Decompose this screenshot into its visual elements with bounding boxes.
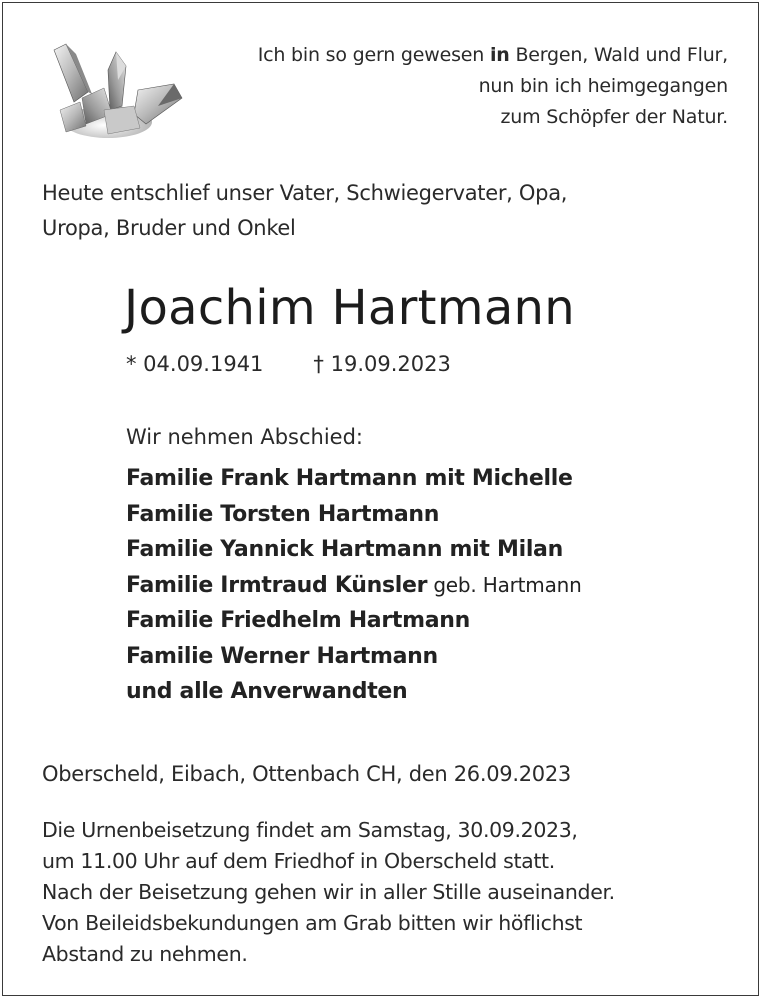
place-and-date: Oberscheld, Eibach, Ottenbach CH, den 26.09.2023 — [42, 762, 571, 786]
family-entry: Familie Irmtraud Künsler geb. Hartmann — [126, 572, 582, 598]
burial-line: Nach der Beisetzung gehen wir in aller Stille auseinander. — [42, 880, 615, 904]
farewell-heading: Wir nehmen Abschied: — [126, 425, 363, 449]
burial-line: Von Beileidsbekundungen am Grab bitten wir höflichst — [42, 911, 583, 935]
intro-line-2: Uropa, Bruder und Onkel — [42, 216, 296, 240]
death-date: † 19.09.2023 — [313, 352, 451, 376]
poem-line-2: nun bin ich heimgegangen — [478, 75, 728, 97]
family-entry: Familie Yannick Hartmann mit Milan — [126, 537, 563, 562]
poem-line-1: Ich bin so gern gewesen in Bergen, Wald und Flur, — [257, 44, 728, 66]
burial-line: Die Urnenbeisetzung findet am Samstag, 30.09.2023, — [42, 818, 578, 842]
poem-line-3: zum Schöpfer der Natur. — [500, 106, 728, 128]
burial-notice — [42, 815, 732, 970]
burial-line: um 11.00 Uhr auf dem Friedhof in Oberscheld statt. — [42, 849, 555, 873]
deceased-name: Joachim Hartmann — [124, 280, 575, 336]
life-dates — [126, 348, 686, 380]
intro-text — [42, 176, 722, 246]
crystal-icon — [46, 40, 186, 144]
poem-emphasis: in — [489, 44, 510, 66]
birth-date: * 04.09.1941 — [126, 352, 264, 376]
family-entry: und alle Anverwandten — [126, 679, 408, 704]
burial-line: Abstand zu nehmen. — [42, 942, 248, 966]
family-entry: Familie Werner Hartmann — [126, 643, 438, 669]
poem — [168, 40, 728, 133]
family-entry: Familie Torsten Hartmann — [126, 501, 440, 527]
intro-line-1: Heute entschlief unser Vater, Schwiegervater, Opa, — [42, 181, 568, 205]
family-list — [126, 461, 746, 710]
family-entry: Familie Frank Hartmann mit Michelle — [126, 466, 573, 491]
family-entry: Familie Friedhelm Hartmann — [126, 608, 471, 633]
